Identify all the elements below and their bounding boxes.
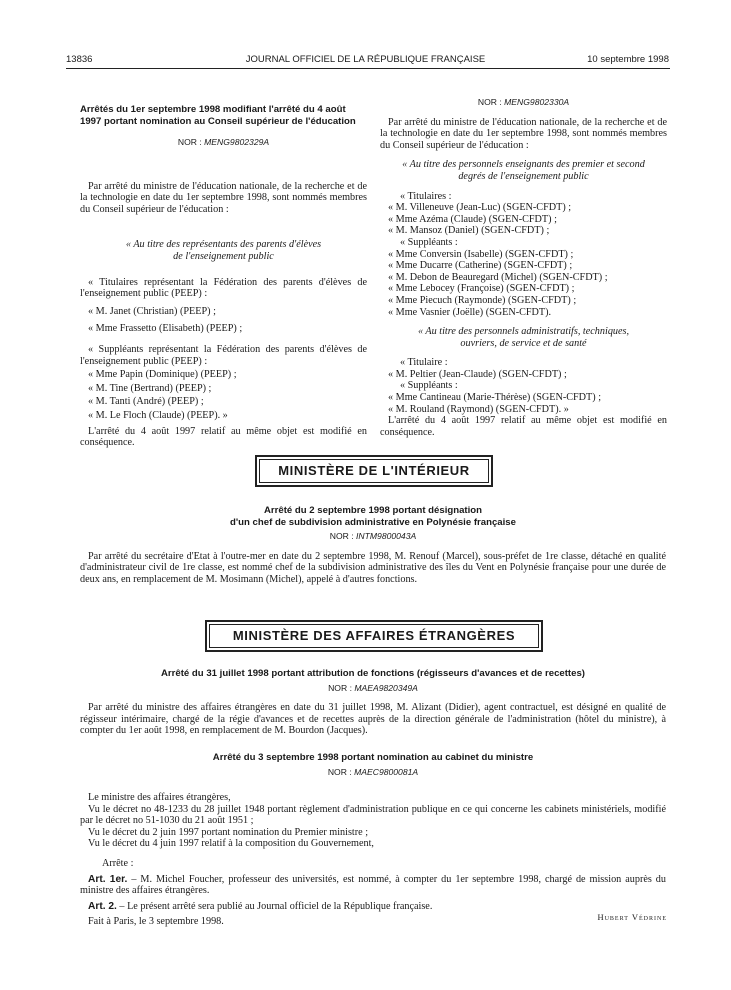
arrete-title: Arrêté du 3 septembre 1998 portant nomination au cabinet du ministre <box>212 752 534 763</box>
list-item: « Mme Piecuch (Raymonde) (SGEN-CFDT) ; <box>388 294 577 306</box>
article-2 <box>80 901 666 913</box>
intro-right: Par arrêté du ministre de l'éducation nationale, de la recherche et de la technologie en date du 1er septembre 1998, sont nommés membres du Conseil supérieur de l'éducation : <box>380 116 667 151</box>
nor-right: NOR : MENG9802330A <box>477 97 570 107</box>
interieur-body: Par arrêté du secrétaire d'Etat à l'outre-mer en date du 2 septembre 1998, M. Renouf (Marcel), sous-préfet de 1re classe, détaché en qualité d'administrateur civil de 1re classe, est nommé chef de la subdivision administrative des îles du Vent en Polynésie française pour une durée de deux ans, en remplacement de M. Mosimann (Michel), appelé à d'autres fonctions. <box>80 550 666 585</box>
suppleants-label: « Suppléants : <box>400 236 458 248</box>
closing-right: L'arrêté du 4 août 1997 relatif au même objet est modifié en conséquence. <box>380 415 667 438</box>
right-column <box>380 97 667 438</box>
list-item: « M. Peltier (Jean-Claude) (SGEN-CFDT) ; <box>388 368 567 380</box>
list-item: « M. Tine (Bertrand) (PEEP) ; <box>88 382 212 394</box>
ministry-box-interieur <box>255 455 493 487</box>
nor-interieur: NOR : INTM9800043A <box>329 531 417 541</box>
journal-title: JOURNAL OFFICIEL DE LA RÉPUBLIQUE FRANÇAISE <box>245 54 486 65</box>
arrete-title: Arrêté du 2 septembre 1998 portant désignation <box>263 505 483 516</box>
article-1-text: – M. Michel Foucher, professeur des universités, est nommé, à compter du 1er septembre 1998, chargé de mission auprès du ministre des affaires étrangères. <box>80 873 666 897</box>
article-2-label: Art. 2. <box>88 900 117 912</box>
article-1-label: Art. 1er. <box>88 873 128 885</box>
visa-line: Vu le décret du 4 juin 1997 relatif à la composition du Gouvernement, <box>88 838 374 850</box>
ministry-box-affaires <box>205 620 543 652</box>
fait-a-paris: Fait à Paris, le 3 septembre 1998. <box>88 916 224 928</box>
list-item: « M. Tanti (André) (PEEP) ; <box>88 396 204 408</box>
affaires-section-1 <box>80 668 666 737</box>
nor-affaires-1: NOR : MAEA9820349A <box>328 682 418 693</box>
list-item: « Mme Vasnier (Joëlle) (SGEN-CFDT). <box>388 306 552 318</box>
visa-line: Vu le décret du 2 juin 1997 portant nomination du Premier ministre ; <box>88 826 369 838</box>
list-item: « M. Le Floch (Claude) (PEEP). » <box>88 409 228 421</box>
list-item: « M. Janet (Christian) (PEEP) ; <box>88 305 216 317</box>
list-item: « M. Villeneuve (Jean-Luc) (SGEN-CFDT) ; <box>388 202 572 214</box>
list-item: « Mme Papin (Dominique) (PEEP) ; <box>88 369 237 381</box>
list-item: « Mme Lebocey (Françoise) (SGEN-CFDT) ; <box>388 283 575 295</box>
section2-heading-right: « Au titre des personnels administratifs, techniques, ouvriers, de service et de santé <box>417 326 630 349</box>
arrete-label: Arrête : <box>102 858 134 870</box>
list-item: « M. Debon de Beauregard (Michel) (SGEN-CFDT) ; <box>388 271 608 283</box>
visa-line: Vu le décret no 48-1233 du 28 juillet 1948 portant règlement d'administration publique en ce qui concerne les cabinets ministériels, modifié par le décret no 51-1030 du 21 août 1951 ; <box>80 803 666 827</box>
page-number: 13836 <box>66 54 93 65</box>
ministry-title: MINISTÈRE DE L'INTÉRIEUR <box>259 459 489 483</box>
list-item: « Mme Ducarre (Catherine) (SGEN-CFDT) ; <box>388 260 573 272</box>
interieur-section <box>80 505 666 585</box>
article-2-text: – Le présent arrêté sera publié au Journal officiel de la République française. <box>116 900 433 912</box>
list-item: « M. Mansoz (Daniel) (SGEN-CFDT) ; <box>388 225 550 237</box>
nor-left: NOR : MENG9802329A <box>177 137 270 147</box>
list-item: « Mme Frassetto (Elisabeth) (PEEP) ; <box>88 323 243 335</box>
left-column <box>80 104 367 449</box>
affaires-section-2 <box>80 752 666 928</box>
list-item: « M. Rouland (Raymond) (SGEN-CFDT). » <box>388 403 569 415</box>
suppleants2-label: « Suppléants : <box>400 380 458 392</box>
section-heading-right: « Au titre des personnels enseignants des premier et second degrés de l'enseignement public <box>402 159 645 182</box>
affaires-body-1: Par arrêté du ministre des affaires étrangères en date du 31 juillet 1998, M. Alizant (Didier), agent contractuel, est désigné en qualité de régisseur intérimaire, chargé de la régie d'avances et de recettes auprès de la direction générale de l'administration (hôtel du ministre), à compter du 1er août 1998, en remplacement de M. Bourdon (Jacques). <box>80 702 666 737</box>
titulaires-label: « Titulaires : <box>400 190 452 202</box>
suppleants-intro: « Suppléants représentant la Fédération des parents d'élèves de l'enseignement public (PEEP) : <box>80 343 367 367</box>
titulaire-label: « Titulaire : <box>400 357 448 369</box>
arrete-title-line2: d'un chef de subdivision administrative en Polynésie française <box>230 516 516 528</box>
arrete-title: Arrêté du 31 juillet 1998 portant attribution de fonctions (régisseurs d'avances et de recettes) <box>161 668 585 679</box>
titulaires-intro: « Titulaires représentant la Fédération des parents d'élèves de l'enseignement public (PEEP) : <box>80 276 367 300</box>
article-1 <box>80 874 666 897</box>
list-item: « Mme Azéma (Claude) (SGEN-CFDT) ; <box>388 213 557 225</box>
ministry-title: MINISTÈRE DES AFFAIRES ÉTRANGÈRES <box>209 624 539 648</box>
list-item: « Mme Cantineau (Marie-Thérèse) (SGEN-CFDT) ; <box>388 392 602 404</box>
list-item: « Mme Conversin (Isabelle) (SGEN-CFDT) ; <box>388 248 574 260</box>
issue-date: 10 septembre 1998 <box>587 54 669 65</box>
arrete-title-left: Arrêtés du 1er septembre 1998 modifiant l'arrêté du 4 août 1997 portant nomination au Conseil supérieur de l'éducation <box>80 104 356 127</box>
header-rule <box>66 68 670 69</box>
section-heading-left: « Au titre des représentants des parents d'élèves de l'enseignement public <box>125 239 322 262</box>
nor-affaires-2: NOR : MAEC9800081A <box>327 766 419 777</box>
intro-left: Par arrêté du ministre de l'éducation nationale, de la recherche et de la technologie en date du 1er septembre 1998, sont nommés membres du Conseil supérieur de l'éducation : <box>80 180 367 215</box>
closing-left: L'arrêté du 4 août 1997 relatif au même objet est modifié en conséquence. <box>80 425 367 449</box>
visa-line: Le ministre des affaires étrangères, <box>88 792 231 804</box>
signature: Hubert Védrine <box>597 912 667 922</box>
